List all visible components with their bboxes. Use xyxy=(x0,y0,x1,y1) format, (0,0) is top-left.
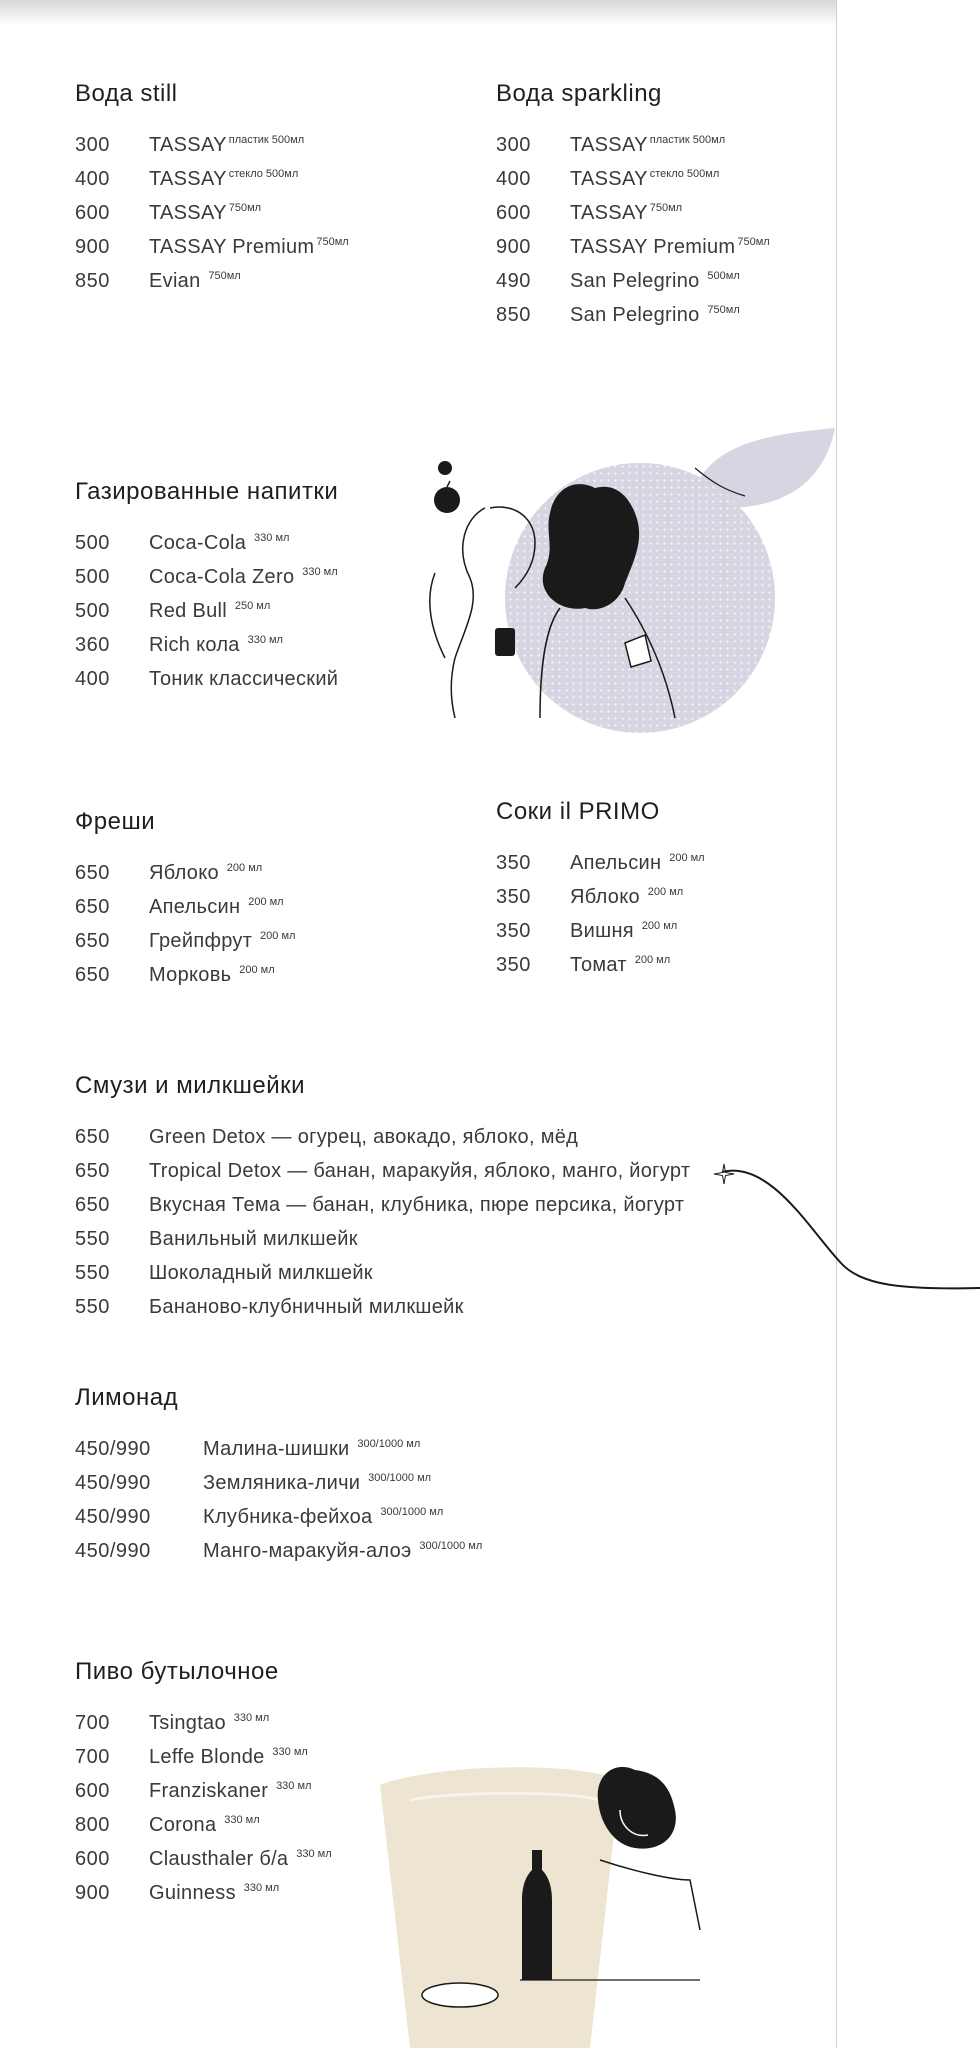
item-volume: 300/1000 мл xyxy=(419,1540,483,1553)
item-volume: 330 мл xyxy=(233,1712,270,1725)
item-price: 550 xyxy=(75,1228,110,1250)
item-price: 450/990 xyxy=(75,1506,151,1528)
item-volume: 330 мл xyxy=(243,1882,280,1895)
item-volume: 330 мл xyxy=(224,1814,260,1827)
item-name-text: Green Detox — огурец, авокадо, яблоко, мёд xyxy=(149,1126,579,1148)
item-name-text: Бананово-клубничный милкшейк xyxy=(149,1296,464,1318)
item-volume: 750мл xyxy=(737,236,770,249)
section-title: Пиво бутылочное xyxy=(75,1658,279,1685)
item-volume: 330 мл xyxy=(254,532,290,545)
item-price: 550 xyxy=(75,1262,110,1284)
item-name-text: Corona xyxy=(149,1814,223,1836)
item-price: 650 xyxy=(75,862,110,884)
item-volume: 200 мл xyxy=(239,964,275,977)
item-volume: 200 мл xyxy=(226,862,263,875)
item-price: 650 xyxy=(75,1194,110,1216)
item-volume: 750мл xyxy=(649,202,683,215)
item-volume: 200 мл xyxy=(647,886,684,899)
item-volume: 330 мл xyxy=(272,1746,308,1759)
item-price: 360 xyxy=(75,634,110,656)
item-price: 300 xyxy=(75,134,110,156)
item-price: 450/990 xyxy=(75,1472,151,1494)
item-name-text: Апельсин xyxy=(570,852,668,874)
item-name-text: Ванильный милкшейк xyxy=(149,1228,358,1250)
item-volume: 330 мл xyxy=(302,566,338,579)
item-name-text: Морковь xyxy=(149,964,238,986)
item-price: 650 xyxy=(75,930,110,952)
item-name-text: San Pelegrino xyxy=(570,304,706,326)
item-name-text: Томат xyxy=(570,954,633,976)
item-volume: пластик 500мл xyxy=(649,134,726,147)
section-title: Газированные напитки xyxy=(75,478,339,505)
item-price: 400 xyxy=(496,168,531,190)
item-price: 800 xyxy=(75,1814,110,1836)
item-name-text: Rich кола xyxy=(149,634,246,656)
item-price: 600 xyxy=(75,202,110,224)
item-volume: 300/1000 мл xyxy=(368,1472,432,1485)
item-price: 500 xyxy=(75,600,110,622)
item-price: 850 xyxy=(496,304,531,326)
item-price: 400 xyxy=(75,168,110,190)
item-price: 900 xyxy=(75,1882,110,1904)
item-volume: 250 мл xyxy=(234,600,271,613)
section-title: Фреши xyxy=(75,808,156,835)
item-price: 490 xyxy=(496,270,531,292)
section-title: Смузи и милкшейки xyxy=(75,1072,306,1099)
item-name-text: TASSAY Premium xyxy=(149,236,315,258)
item-price: 550 xyxy=(75,1296,110,1318)
item-name-text: Red Bull xyxy=(149,600,233,622)
item-name-text: TASSAY xyxy=(570,168,648,190)
item-volume: 200 мл xyxy=(248,896,284,909)
section-title: Вода sparkling xyxy=(496,80,662,107)
item-name-text: Guinness xyxy=(149,1882,242,1904)
item-volume: 750мл xyxy=(208,270,241,283)
item-price: 350 xyxy=(496,920,531,942)
item-volume: 750мл xyxy=(707,304,740,317)
item-price: 450/990 xyxy=(75,1540,151,1562)
item-price: 650 xyxy=(75,964,110,986)
item-name-text: Tropical Detox — банан, маракуйя, яблоко, манго, йогурт xyxy=(149,1160,691,1182)
item-volume: стекло 500мл xyxy=(649,168,720,181)
item-volume: 330 мл xyxy=(276,1780,312,1793)
section-title: Соки il PRIMO xyxy=(496,798,660,825)
item-price: 600 xyxy=(496,202,531,224)
item-price: 650 xyxy=(75,1126,110,1148)
item-name-text: Leffe Blonde xyxy=(149,1746,271,1768)
item-volume: 200 мл xyxy=(634,954,671,967)
item-volume: 200 мл xyxy=(260,930,296,943)
section-title: Вода still xyxy=(75,80,178,107)
item-price: 850 xyxy=(75,270,110,292)
item-name-text: Манго-маракуйя-алоэ xyxy=(203,1540,418,1562)
item-price: 350 xyxy=(496,954,531,976)
item-name-text: Яблоко xyxy=(149,862,225,884)
item-name-text: TASSAY xyxy=(570,134,648,156)
item-name-text: Вкусная Тема — банан, клубника, пюре персика, йогурт xyxy=(149,1194,685,1216)
item-volume: 330 мл xyxy=(247,634,283,647)
item-name-text: Апельсин xyxy=(149,896,247,918)
item-price: 300 xyxy=(496,134,531,156)
item-name-text: Tsingtao xyxy=(149,1712,232,1734)
item-name-text: Грейпфрут xyxy=(149,930,259,952)
item-volume: стекло 500мл xyxy=(228,168,299,181)
item-volume: 750мл xyxy=(316,236,349,249)
item-name-text: Вишня xyxy=(570,920,640,942)
item-name-text: Яблоко xyxy=(570,886,646,908)
item-volume: 750мл xyxy=(228,202,262,215)
item-price: 650 xyxy=(75,1160,110,1182)
item-price: 900 xyxy=(75,236,110,258)
item-price: 500 xyxy=(75,532,110,554)
item-price: 350 xyxy=(496,886,531,908)
item-price: 450/990 xyxy=(75,1438,151,1460)
item-name-text: Тоник классический xyxy=(149,668,339,690)
item-name-text: TASSAY xyxy=(149,202,227,224)
item-name-text: Клубника-фейхоа xyxy=(203,1506,379,1528)
item-price: 900 xyxy=(496,236,531,258)
item-price: 700 xyxy=(75,1712,110,1734)
item-price: 600 xyxy=(75,1780,110,1802)
item-name-text: Franziskaner xyxy=(149,1780,275,1802)
item-name-text: TASSAY xyxy=(149,134,227,156)
item-name-text: TASSAY Premium xyxy=(570,236,736,258)
item-price: 500 xyxy=(75,566,110,588)
item-name-text: San Pelegrino xyxy=(570,270,706,292)
item-name-text: Clausthaler б/а xyxy=(149,1848,295,1870)
item-volume: пластик 500мл xyxy=(228,134,305,147)
section-title: Лимонад xyxy=(75,1384,179,1411)
item-name-text: Шоколадный милкшейк xyxy=(149,1262,373,1284)
item-price: 700 xyxy=(75,1746,110,1768)
item-volume: 300/1000 мл xyxy=(357,1438,421,1451)
item-price: 400 xyxy=(75,668,110,690)
item-name-text: TASSAY xyxy=(570,202,648,224)
item-volume: 200 мл xyxy=(641,920,678,933)
item-volume: 300/1000 мл xyxy=(380,1506,444,1519)
item-price: 350 xyxy=(496,852,531,874)
item-name-text: Малина-шишки xyxy=(203,1438,356,1460)
item-price: 650 xyxy=(75,896,110,918)
item-name-text: TASSAY xyxy=(149,168,227,190)
item-price: 600 xyxy=(75,1848,110,1870)
item-volume: 330 мл xyxy=(296,1848,332,1861)
item-name-text: Земляника-личи xyxy=(203,1472,367,1494)
item-name-text: Coca-Cola xyxy=(149,532,253,554)
item-name-text: Evian xyxy=(149,270,207,292)
item-name-text: Coca-Cola Zero xyxy=(149,566,301,588)
item-volume: 500мл xyxy=(707,270,740,283)
item-volume: 200 мл xyxy=(669,852,705,865)
